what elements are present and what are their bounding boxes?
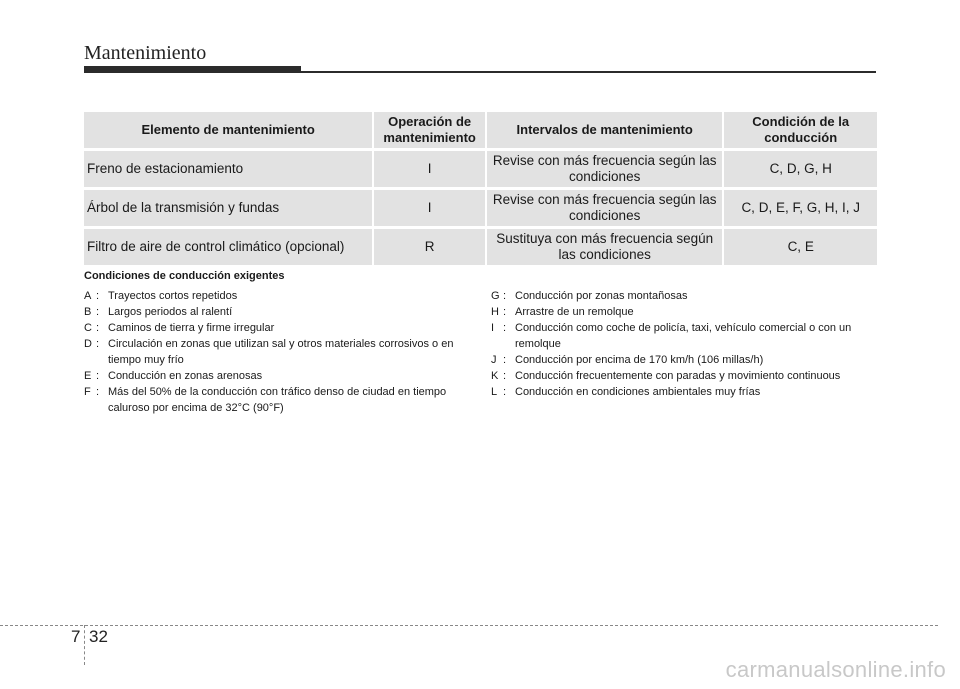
- table-cell-operation: I: [374, 151, 485, 187]
- list-item: [84, 288, 464, 304]
- chapter-number: 7: [71, 627, 81, 646]
- condition-text: Largos periodos al ralentí: [108, 306, 233, 318]
- column-header: Elemento de mantenimiento: [84, 112, 372, 148]
- table-row: [84, 229, 877, 265]
- separator: :: [503, 386, 507, 398]
- separator: :: [96, 338, 100, 350]
- condition-key: L: [491, 386, 498, 398]
- list-item: [491, 352, 891, 368]
- condition-text: Conducción como coche de policía, taxi, vehículo comercial o con un remolque: [515, 322, 852, 350]
- table-row: [84, 190, 877, 226]
- condition-text: Conducción en condiciones ambientales muy frías: [515, 386, 761, 398]
- conditions-list-right: [491, 288, 891, 400]
- list-item: [84, 336, 464, 368]
- footer-divider: [0, 625, 938, 626]
- list-item: [491, 320, 891, 352]
- table-header-row: [84, 112, 877, 148]
- watermark: carmanualsonline.info: [725, 657, 946, 682]
- condition-text: Más del 50% de la conducción con tráfico denso de ciudad en tiempo caluroso por encima de 32°C (90°F): [108, 386, 447, 414]
- page-number: 32: [89, 627, 108, 646]
- separator: :: [503, 306, 507, 318]
- table-cell-condition: C, E: [724, 229, 877, 265]
- condition-key: A: [84, 290, 92, 302]
- condition-key: H: [491, 306, 499, 318]
- condition-key: E: [84, 370, 92, 382]
- maintenance-table: [84, 112, 877, 268]
- list-item: [84, 304, 464, 320]
- header-bar-thin: [301, 71, 876, 73]
- column-header: Condición de la conducción: [724, 112, 877, 148]
- list-item: [491, 384, 891, 400]
- table-cell-item: Árbol de la transmisión y fundas: [84, 190, 372, 226]
- table-cell-condition: C, D, E, F, G, H, I, J: [724, 190, 877, 226]
- table-cell-item: Freno de estacionamiento: [84, 151, 372, 187]
- header-bar-thick: [84, 66, 301, 73]
- table-cell-interval: Revise con más frecuencia según las condiciones: [487, 151, 722, 187]
- condition-text: Trayectos cortos repetidos: [108, 290, 238, 302]
- separator: :: [503, 322, 507, 334]
- condition-text: Arrastre de un remolque: [515, 306, 634, 318]
- list-item: [84, 384, 464, 416]
- separator: :: [503, 290, 507, 302]
- list-item: [84, 368, 464, 384]
- condition-text: Conducción por encima de 170 km/h (106 millas/h): [515, 354, 764, 366]
- separator: :: [96, 386, 100, 398]
- table-cell-operation: R: [374, 229, 485, 265]
- condition-key: K: [491, 370, 499, 382]
- page-title: Mantenimiento: [84, 42, 207, 64]
- condition-key: F: [84, 386, 91, 398]
- condition-key: I: [491, 322, 495, 334]
- condition-key: D: [84, 338, 92, 350]
- table-cell-item: Filtro de aire de control climático (opcional): [84, 229, 372, 265]
- condition-text: Conducción por zonas montañosas: [515, 290, 688, 302]
- condition-key: B: [84, 306, 92, 318]
- separator: :: [96, 322, 100, 334]
- condition-text: Caminos de tierra y firme irregular: [108, 322, 275, 334]
- table-cell-operation: I: [374, 190, 485, 226]
- conditions-list-left: [84, 288, 464, 416]
- condition-text: Conducción frecuentemente con paradas y movimiento continuous: [515, 370, 841, 382]
- list-item: [491, 368, 891, 384]
- condition-key: J: [491, 354, 497, 366]
- table-cell-interval: Revise con más frecuencia según las condiciones: [487, 190, 722, 226]
- condition-text: Circulación en zonas que utilizan sal y otros materiales corrosivos o en tiempo muy frío: [108, 338, 454, 366]
- list-item: [491, 288, 891, 304]
- list-item: [491, 304, 891, 320]
- table-cell-condition: C, D, G, H: [724, 151, 877, 187]
- table-cell-interval: Sustituya con más frecuencia según las condiciones: [487, 229, 722, 265]
- separator: :: [96, 306, 100, 318]
- column-header: Intervalos de mantenimiento: [487, 112, 722, 148]
- separator: :: [503, 354, 507, 366]
- condition-key: C: [84, 322, 92, 334]
- footer-vertical-divider: [84, 625, 85, 665]
- separator: :: [503, 370, 507, 382]
- list-item: [84, 320, 464, 336]
- condition-text: Conducción en zonas arenosas: [108, 370, 263, 382]
- conditions-title: Condiciones de conducción exigentes: [84, 270, 285, 282]
- separator: :: [96, 290, 100, 302]
- condition-key: G: [491, 290, 500, 302]
- column-header: Operación de mantenimiento: [374, 112, 485, 148]
- separator: :: [96, 370, 100, 382]
- table-row: [84, 151, 877, 187]
